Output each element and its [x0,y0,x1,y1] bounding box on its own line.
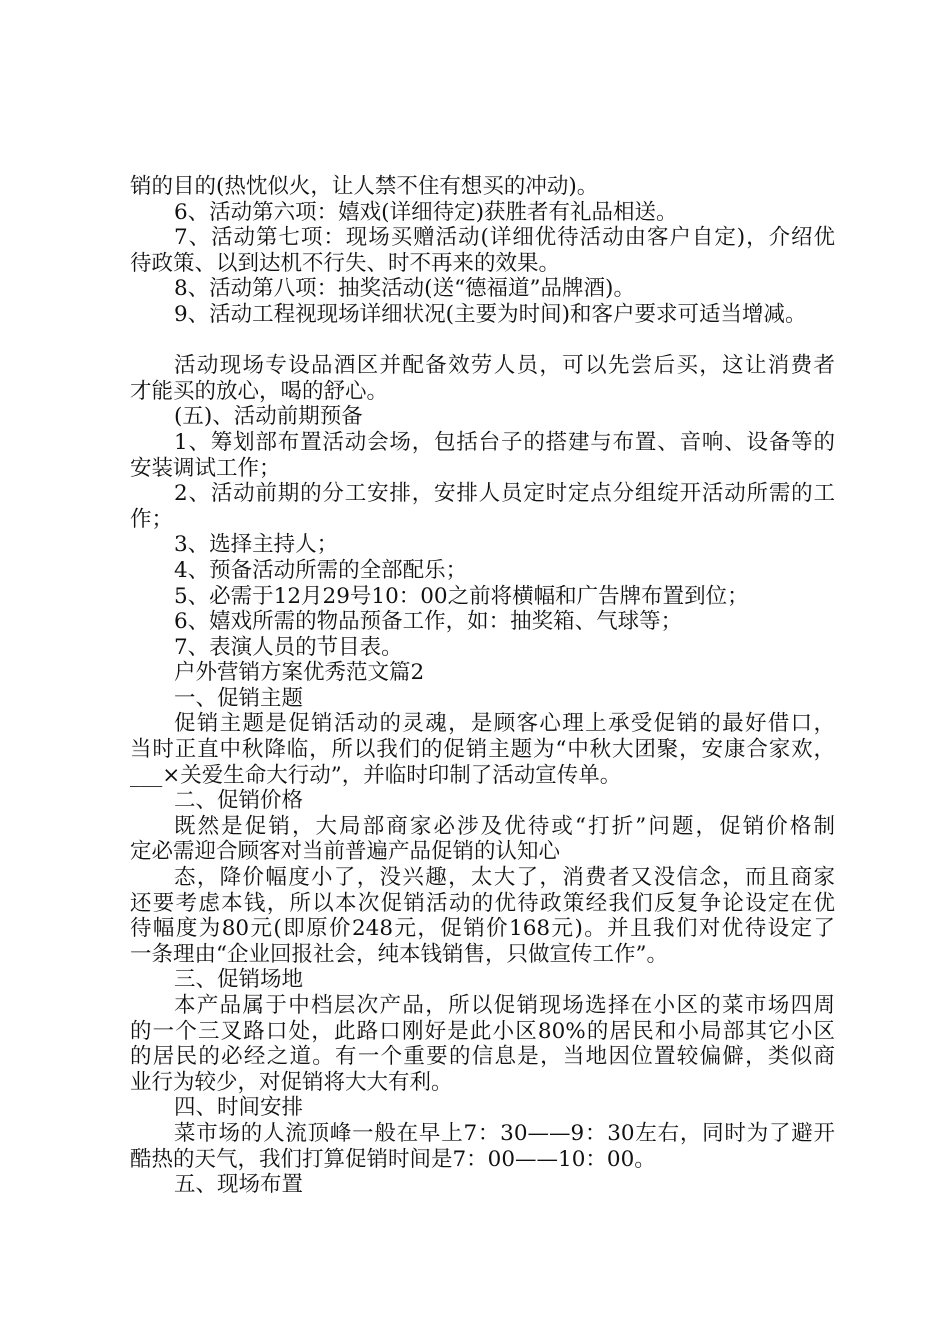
text-line: 当时正直中秋降临，所以我们的促销主题为“中秋大团聚，安康合家欢， [130,737,835,763]
section-heading: 二、促销价格 [174,788,304,814]
text-line: 酷热的天气，我们打算促销时间是7：00——10：00。 [130,1146,656,1172]
section-heading: 一、促销主题 [174,685,304,711]
text-line: 才能买的放心，喝的舒心。 [130,378,389,404]
section-heading: 三、促销场地 [174,967,304,993]
text-line: 活动现场专设品酒区并配备效劳人员，可以先尝后买，这让消费者 [174,353,835,379]
text-line: 一条理由“企业回报社会，纯本钱销售，只做宣传工作”。 [130,941,668,967]
text-line: 6、活动第六项：嬉戏(详细待定)获胜者有礼品相送。 [174,199,678,225]
text-line: 7、活动第七项：现场买赠活动(详细优待活动由客户自定)，介绍优 [174,225,835,251]
text-line: 既然是促销，大局部商家必涉及优待或“打折”问题，促销价格制 [174,813,835,839]
text-line: 待幅度为80元(即原价248元，促销价168元)。并且我们对优待设定了 [130,916,835,942]
text-line: 9、活动工程视现场详细状况(主要为时间)和客户要求可适当增减。 [174,301,807,327]
document-page [130,174,835,1198]
text-line: 本产品属于中档层次产品，所以促销现场选择在小区的菜市场四周 [174,993,835,1018]
text-line: 7、表演人员的节目表。 [174,634,403,660]
article-title: 户外营销方案优秀范文篇2 [174,660,425,686]
section-heading: (五)、活动前期预备 [174,404,363,430]
text-line: 4、预备活动所需的全部配乐； [174,557,468,583]
text-line: 定必需迎合顾客对当前普遍产品促销的认知心 [130,839,561,865]
text-line: 促销主题是促销活动的灵魂，是顾客心理上承受促销的最好借口， [174,711,835,737]
text-line: ___×关爱生命大行动”，并临时印制了活动宣传单。 [130,762,622,788]
text-line: 6、嬉戏所需的物品预备工作，如：抽奖箱、气球等； [174,609,683,635]
text-line: 8、活动第八项：抽奖活动(送“德福道”品牌酒)。 [174,276,635,302]
text-line: 业行为较少，对促销将大大有利。 [130,1069,453,1095]
text-line: 2、活动前期的分工安排，安排人员定时定点分组绽开活动所需的工 [174,481,835,507]
text-line: 菜市场的人流顶峰一般在早上7：30——9：30左右，同时为了避开 [174,1120,835,1146]
text-line: 作； [130,506,174,532]
text-line: 1、筹划部布置活动会场，包括台子的搭建与布置、音响、设备等的 [174,429,835,455]
text-line: 待政策、以到达机不行失、时不再来的效果。 [130,250,561,276]
text-line: 3、选择主持人； [174,532,339,558]
blank-line [130,328,835,354]
text-line: 销的目的(热忱似火，让人禁不住有想买的冲动)。 [130,174,599,199]
text-line: 态，降价幅度小了，没兴趣，太大了，消费者又没信念，而且商家 [174,865,835,891]
text-line: 的居民的必经之道。有一个重要的信息是，当地因位置较偏僻，类似商 [130,1044,835,1070]
text-line: 5、必需于12月29号10：00之前将横幅和广告牌布置到位； [174,583,749,609]
section-heading: 五、现场布置 [174,1172,304,1198]
section-heading: 四、时间安排 [174,1095,304,1121]
text-line: 的一个三叉路口处，此路口刚好是此小区80%的居民和小局部其它小区 [130,1018,835,1044]
text-line: 还要考虑本钱，所以本次促销活动的优待政策经我们反复争论设定在优 [130,890,835,916]
text-line: 安装调试工作； [130,455,281,481]
